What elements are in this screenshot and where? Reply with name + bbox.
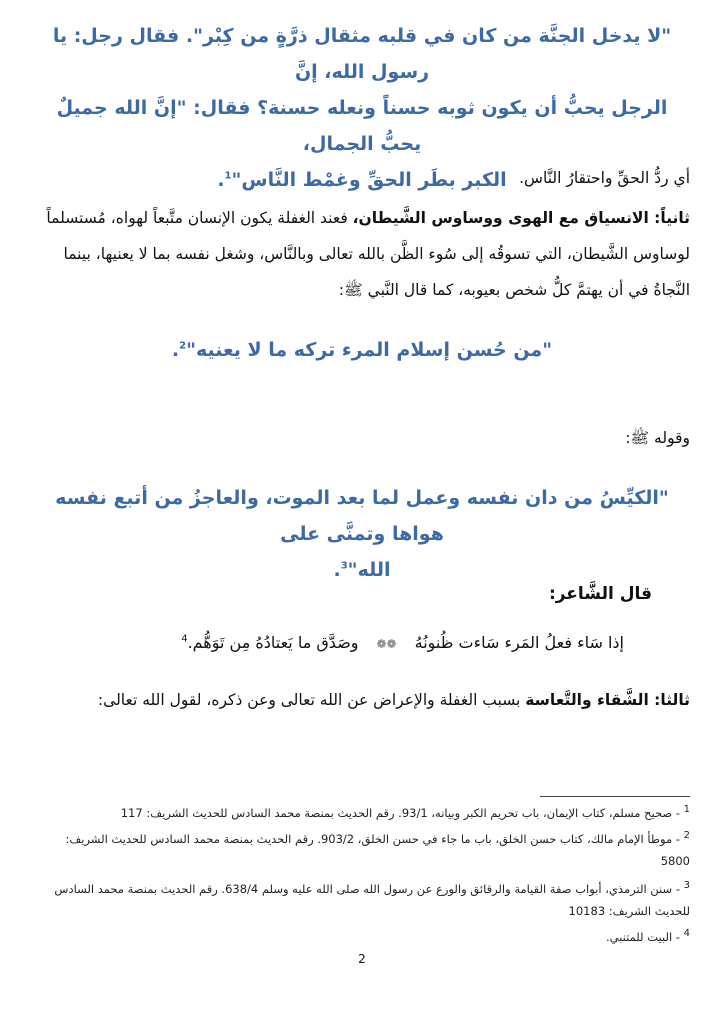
quote-line: "من حُسن إسلام المرء تركه ما لا يعنيه" [186,339,553,361]
paragraph-text: بسبب الغفلة والإعراض عن الله تعالى وعن ذكره، لقول الله تعالى: [97,691,526,709]
poetry-verse [60,628,624,659]
quote-line: "الكيِّسُ من دان نفسه وعمل لما بعد الموت، والعاجزُ من أتبع نفسه هواها وتمنَّى على [55,487,669,545]
footnote-text: - سنن الترمذي، أبواب صفة القيامة والرقائق والورع عن رسول الله صلى الله عليه وسلم 638/4. رقم الحديث بمنصة محمد السادس للحديث الشريف: 10183 [54,882,690,918]
verse-separator: ❁❁ [376,637,397,651]
footnote-3 [34,878,690,922]
footnote-number: 1 [683,804,690,816]
poet-heading: قال الشَّاعر: [548,584,652,604]
footnote-ref[interactable]: 1 [224,170,232,182]
quote-line: الكبر بطَر الحقِّ وغمْط النَّاس" [231,169,507,191]
footnote-2 [34,828,690,872]
footnote-text: - صحيح مسلم، كتاب الإيمان، باب تحريم الكبر وبيانه، 93/1. رقم الحديث بمنصة محمد السادس للحديث الشريف: 117 [120,806,684,820]
quote-line: الله" [347,559,391,581]
hadith-quote-kayyis [34,480,690,588]
hadith-quote-islam [34,332,690,368]
footnote-ref[interactable]: 2 [179,340,187,352]
footnote-text: - موطأ الإمام مالك، كتاب حسن الخلق، باب ما جاء في حسن الخلق، 903/2. رقم الحديث بمنصة محمد السادس للحديث الشريف: 5800 [65,832,690,868]
footnote-number: 2 [683,830,690,842]
footnote-separator [540,796,690,797]
footnote-1 [34,802,690,824]
third-point-paragraph [34,682,690,718]
footnote-number: 4 [683,928,690,940]
footnote-text: - البيت للمتنبي. [605,930,684,944]
quote-line: الرجل يحبُّ أن يكون ثوبه حسناً ونعله حسنة؟ فقال: "إنَّ الله جميلٌ يحبُّ الجمال، [56,97,668,155]
paragraph-text: فعند الغفلة يكون الإنسان متَّبعاً لهواه، مُستسلماً [46,209,353,227]
punctuation: . [333,559,341,581]
intro-line: وقوله ﷺ: [625,429,690,447]
explanation-paragraph: أي ردُّ الحقِّ واحتقارُ النَّاس. [519,169,690,187]
footnote-ref[interactable]: 4 [181,633,188,645]
verse-hemistich: وصَدَّق ما يَعتادُهُ مِن تَوَهُّم. [187,633,359,652]
second-point-paragraph [34,200,690,308]
section-heading: ثانياً: الانسياق مع الهوى ووساوس الشَّيطان، [352,209,690,227]
punctuation: . [171,339,180,361]
paragraph-text: لوساوس الشَّيطان، التي تسوقُه إلى سُوء الظَّن بالله تعالى وبالنَّاس، وشغل نفسه بما لا يعنيها، بينما [63,245,690,263]
footnote-number: 3 [683,880,690,892]
page-number: 2 [358,952,366,966]
verse-hemistich: إذا سَاء فعلُ المَرء سَاءت ظُنونُهُ [414,633,624,652]
footnote-ref[interactable]: 3 [340,560,348,572]
footnote-4 [34,926,690,948]
section-heading: ثالثا: الشَّقاء والتَّعاسة [525,691,690,709]
paragraph-text: النَّجاةُ في أن يهتمَّ كلُّ شخص بعيوبه، كما قال النَّبي ﷺ: [338,281,690,299]
quote-line: "لا يدخل الجنَّة من كان في قلبه مثقال ذرَّةٍ من كِبْر". فقال رجل: يا رسول الله، إنَّ [52,25,672,83]
punctuation: . [217,169,225,191]
